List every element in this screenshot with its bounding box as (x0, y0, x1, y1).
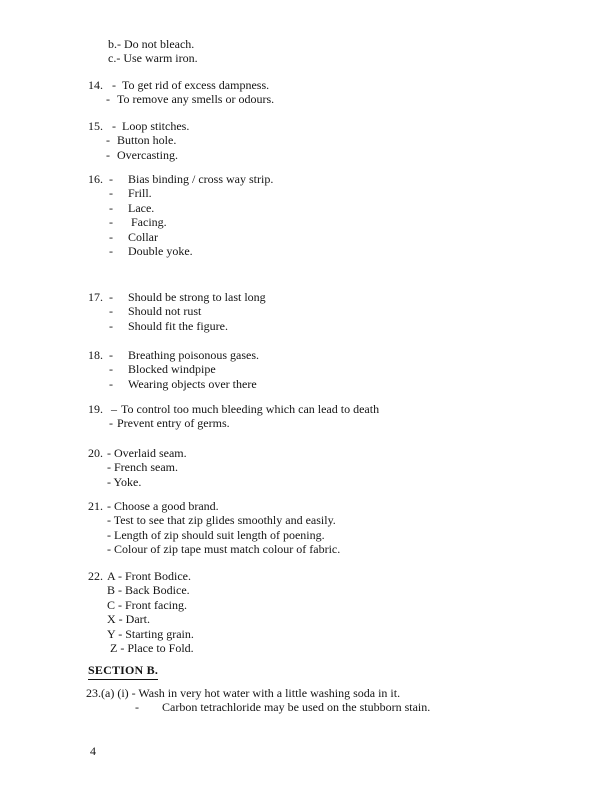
bullet-dash: - (109, 172, 113, 186)
answer-line (88, 542, 340, 556)
answer-line (88, 377, 259, 391)
answer-line (88, 348, 259, 362)
bullet-dash: - (109, 318, 113, 333)
bullet-dash: - (135, 700, 139, 715)
answer-text: X - Dart. (107, 612, 150, 627)
bullet-dash: - (112, 78, 116, 92)
answer-text: - Colour of zip tape must match colour of fabric. (107, 542, 341, 557)
item-number: 14. (88, 78, 103, 92)
bullet-dash: - (109, 348, 113, 362)
item-number: 22. (88, 569, 103, 583)
answer-text: B - Back Bodice. (107, 583, 190, 598)
answer-item-14 (88, 78, 274, 107)
answer-item-16 (88, 172, 273, 258)
answer-text: Wearing objects over there (128, 376, 257, 391)
answer-line (86, 700, 430, 714)
answer-line (88, 569, 194, 583)
answer-text: To remove any smells or odours. (117, 92, 275, 107)
answer-text: Lace. (128, 200, 155, 215)
answer-line (88, 215, 273, 229)
answer-line (88, 612, 194, 626)
bullet-dash: - (106, 92, 110, 107)
answer-line (86, 686, 430, 700)
answer-line (88, 92, 274, 106)
bullet-dash: - (109, 229, 113, 244)
answer-line (88, 362, 259, 376)
answer-text: To get rid of excess dampness. (122, 78, 270, 92)
bullet-dash: - (106, 133, 110, 148)
answer-text: Facing. (128, 215, 167, 230)
answer-text: b.- Do not bleach. (108, 37, 195, 51)
bullet-dash: - (109, 416, 113, 431)
answer-item-22 (88, 569, 194, 655)
answer-line (88, 627, 194, 641)
answer-line (88, 598, 194, 612)
bullet-dash: - (109, 243, 113, 258)
item-number: 16. (88, 172, 103, 186)
answer-line (88, 460, 187, 474)
bullet-dash: - (109, 290, 113, 304)
answer-text: - French seam. (107, 460, 178, 475)
answer-line (88, 172, 273, 186)
answer-line (108, 37, 198, 51)
answer-text: Should not rust (128, 304, 202, 319)
item-number: 20. (88, 446, 103, 460)
answer-line (88, 641, 194, 655)
answer-text: Y - Starting grain. (107, 626, 194, 641)
answer-line (88, 402, 379, 416)
answer-text: - Yoke. (107, 474, 142, 489)
answer-text: Prevent entry of germs. (117, 416, 230, 431)
answer-line (88, 319, 266, 333)
bullet-dash: - (109, 304, 113, 319)
answer-line (88, 78, 274, 92)
answer-line (88, 499, 340, 513)
answer-line (88, 304, 266, 318)
answer-text: Should be strong to last long (128, 290, 266, 304)
item-number: 21. (88, 499, 103, 513)
answer-line (88, 201, 273, 215)
answer-item-17 (88, 290, 266, 333)
bullet-dash: - (109, 376, 113, 391)
bullet-dash: - (109, 186, 113, 201)
answer-text: Double yoke. (128, 243, 193, 258)
answer-text: Bias binding / cross way strip. (128, 172, 274, 186)
answer-line (88, 230, 273, 244)
answer-text: Button hole. (117, 133, 177, 148)
answer-item-23 (86, 686, 430, 715)
item-number: 15. (88, 119, 103, 133)
answer-text: C - Front facing. (107, 597, 187, 612)
bullet-dash: - (112, 119, 116, 133)
answer-text: c.- Use warm iron. (108, 51, 198, 66)
item-number: 19. (88, 402, 103, 416)
answer-item-18 (88, 348, 259, 391)
bullet-dash: - (106, 147, 110, 162)
section-b-heading-block (88, 663, 158, 680)
answer-text: Should fit the figure. (128, 318, 228, 333)
page-number-text: 4 (90, 744, 96, 758)
answer-line (88, 290, 266, 304)
answer-text: - Overlaid seam. (107, 446, 187, 460)
page-number (90, 744, 96, 759)
bullet-dash: - (109, 362, 113, 377)
item-number: 17. (88, 290, 103, 304)
answer-text: Overcasting. (117, 147, 178, 162)
answer-text: Carbon tetrachloride may be used on the stubborn stain. (162, 700, 431, 715)
answer-line (88, 446, 187, 460)
answer-text: Z - Place to Fold. (107, 640, 194, 655)
bullet-dash: – (111, 402, 117, 416)
answer-text: Frill. (128, 186, 152, 201)
answer-item-21 (88, 499, 340, 557)
answer-item-13 (108, 37, 198, 66)
answer-text: A - Front Bodice. (107, 569, 191, 583)
answer-text: 23.(a) (i) - Wash in very hot water with a little washing soda in it. (86, 686, 401, 700)
answer-text: - Choose a good brand. (107, 499, 219, 513)
answer-line (88, 186, 273, 200)
answer-line (88, 148, 189, 162)
answer-text: To control too much bleeding which can lead to death (121, 402, 380, 416)
answer-line (88, 119, 189, 133)
section-b-heading: SECTION B. (88, 663, 158, 680)
answer-text: Blocked windpipe (128, 362, 216, 377)
answer-text: Loop stitches. (122, 119, 190, 133)
item-number: 18. (88, 348, 103, 362)
answer-line (88, 416, 379, 430)
answer-line (88, 133, 189, 147)
answer-text: - Test to see that zip glides smoothly and easily. (107, 513, 336, 528)
answer-line (88, 244, 273, 258)
answer-text: - Length of zip should suit length of poening. (107, 527, 325, 542)
answer-line (88, 475, 187, 489)
answer-item-20 (88, 446, 187, 489)
answer-text: Collar (128, 229, 158, 244)
answer-item-19 (88, 402, 379, 431)
answer-line (88, 513, 340, 527)
answer-line (88, 583, 194, 597)
answer-line (108, 51, 198, 65)
answer-item-15 (88, 119, 189, 162)
answer-line (88, 528, 340, 542)
bullet-dash: - (109, 215, 113, 230)
answer-text: Breathing poisonous gases. (128, 348, 259, 362)
bullet-dash: - (109, 200, 113, 215)
